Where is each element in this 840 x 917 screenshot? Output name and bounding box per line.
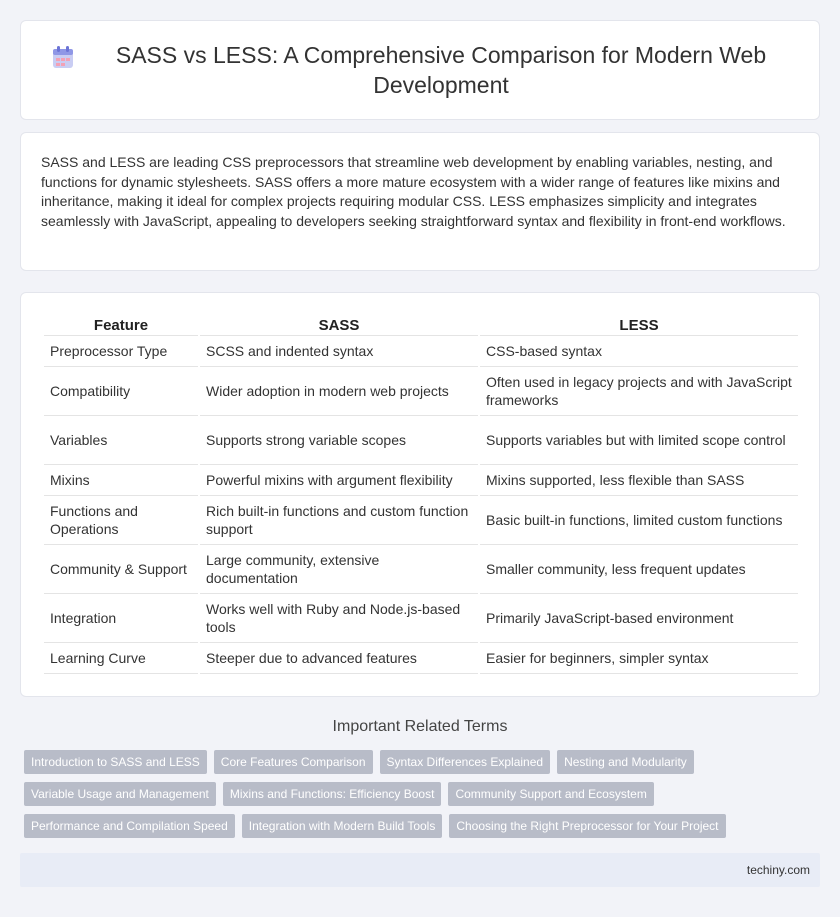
table-row (44, 643, 798, 674)
related-terms (24, 750, 814, 846)
feature-cell: Functions and Operations (44, 496, 198, 545)
less-cell: Often used in legacy projects and with JavaScript frameworks (480, 367, 798, 416)
table-row (44, 594, 798, 643)
sass-cell: Powerful mixins with argument flexibility (200, 465, 478, 496)
term-row (24, 750, 814, 774)
feature-cell: Community & Support (44, 545, 198, 594)
less-cell: Primarily JavaScript-based environment (480, 594, 798, 643)
table-header-row (44, 314, 798, 336)
term-row (24, 814, 814, 838)
intro-card (20, 132, 820, 271)
feature-cell: Learning Curve (44, 643, 198, 674)
term-tag[interactable]: Introduction to SASS and LESS (24, 750, 207, 774)
feature-cell: Mixins (44, 465, 198, 496)
less-cell: Basic built-in functions, limited custom functions (480, 496, 798, 545)
term-tag[interactable]: Syntax Differences Explained (380, 750, 551, 774)
feature-cell: Variables (44, 416, 198, 465)
header-feature: Feature (44, 314, 198, 336)
term-tag[interactable]: Performance and Compilation Speed (24, 814, 235, 838)
sass-cell: Wider adoption in modern web projects (200, 367, 478, 416)
term-tag[interactable]: Variable Usage and Management (24, 782, 216, 806)
term-tag[interactable]: Mixins and Functions: Efficiency Boost (223, 782, 442, 806)
sass-cell: SCSS and indented syntax (200, 336, 478, 367)
table-row (44, 545, 798, 594)
comparison-table (42, 314, 800, 674)
feature-cell: Integration (44, 594, 198, 643)
term-tag[interactable]: Choosing the Right Preprocessor for Your Project (449, 814, 725, 838)
sass-cell: Large community, extensive documentation (200, 545, 478, 594)
term-tag[interactable]: Nesting and Modularity (557, 750, 694, 774)
footer (20, 853, 820, 887)
header-sass: SASS (200, 314, 478, 336)
term-tag[interactable]: Integration with Modern Build Tools (242, 814, 443, 838)
less-cell: CSS-based syntax (480, 336, 798, 367)
header-less: LESS (480, 314, 798, 336)
less-cell: Easier for beginners, simpler syntax (480, 643, 798, 674)
sass-cell: Steeper due to advanced features (200, 643, 478, 674)
term-row (24, 782, 814, 806)
feature-cell: Compatibility (44, 367, 198, 416)
title-card (20, 20, 820, 120)
intro-paragraph: SASS and LESS are leading CSS preprocessors that streamline web development by enabling variables, nesting, and functions for dynamic stylesheets. SASS offers a more mature ecosystem with a wider range of features like mixins and inheritance, making it ideal for complex projects requiring modular CSS. LESS emphasizes simplicity and integrates seamlessly with JavaScript, appealing to developers seeking straightforward syntax and flexibility in front-end workflows. (41, 154, 786, 230)
footer-site[interactable]: techiny.com (746, 863, 810, 877)
page-title: SASS vs LESS: A Comprehensive Comparison for Modern Web Development (115, 42, 767, 98)
title-wrap (50, 40, 790, 100)
less-cell: Supports variables but with limited scope control (480, 416, 798, 465)
calendar-icon (50, 44, 78, 72)
sass-cell: Supports strong variable scopes (200, 416, 478, 465)
table-row (44, 496, 798, 545)
sass-cell: Rich built-in functions and custom function support (200, 496, 478, 545)
sass-cell: Works well with Ruby and Node.js-based tools (200, 594, 478, 643)
less-cell: Mixins supported, less flexible than SASS (480, 465, 798, 496)
less-cell: Smaller community, less frequent updates (480, 545, 798, 594)
table-row (44, 416, 798, 465)
table-row (44, 465, 798, 496)
related-terms-heading: Important Related Terms (332, 718, 508, 735)
table-row (44, 336, 798, 367)
term-tag[interactable]: Core Features Comparison (214, 750, 373, 774)
term-tag[interactable]: Community Support and Ecosystem (448, 782, 653, 806)
feature-cell: Preprocessor Type (44, 336, 198, 367)
table-row (44, 367, 798, 416)
comparison-card (20, 292, 820, 697)
